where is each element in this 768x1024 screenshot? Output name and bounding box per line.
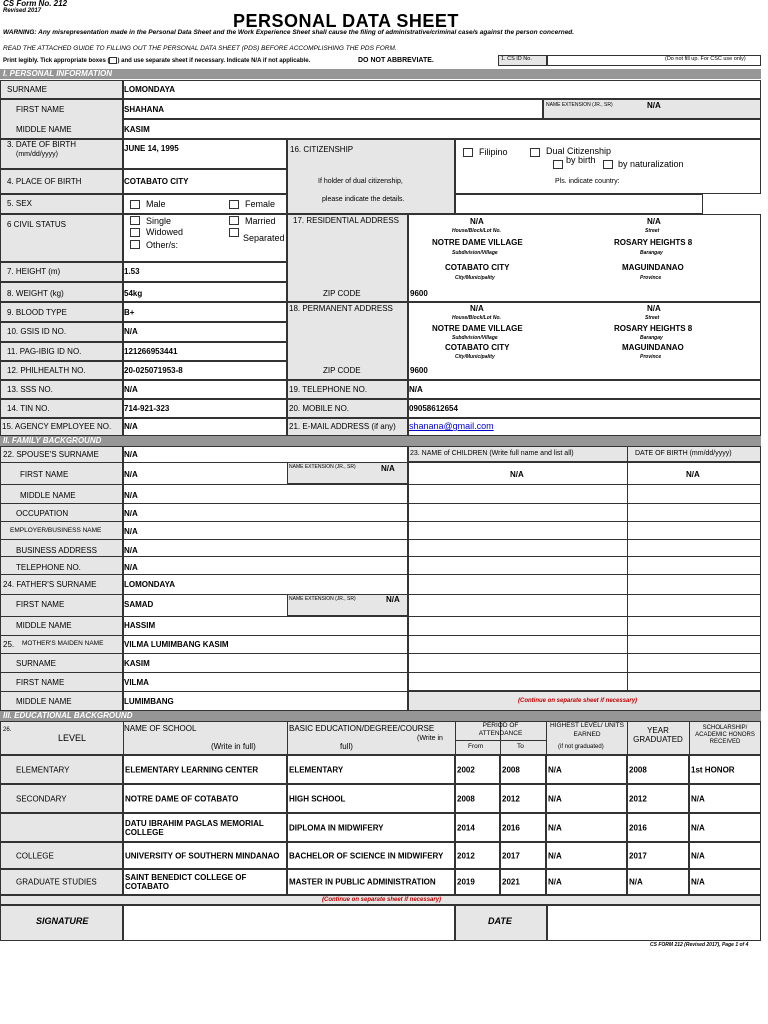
res-house-caption: House/Block/Lot No. xyxy=(452,228,501,234)
family-row-line xyxy=(0,616,761,617)
spouse-middle-name-label: MIDDLE NAME xyxy=(20,491,76,500)
father-first-name-value[interactable]: SAMAD xyxy=(124,600,154,609)
res-subdiv-caption: Subdivision/Village xyxy=(452,250,498,256)
education-cell-level xyxy=(0,784,123,813)
education-units-value: N/A xyxy=(548,765,562,774)
footer-page: CS FORM 212 (Revised 2017), Page 1 of 4 xyxy=(650,942,749,948)
mother-first-name-value[interactable]: VILMA xyxy=(124,678,149,687)
education-year-value: N/A xyxy=(629,877,643,887)
education-cell-honors[interactable] xyxy=(689,813,761,842)
education-cell-to[interactable] xyxy=(500,842,546,869)
education-header-col-line xyxy=(287,721,288,755)
education-from-value: 2008 xyxy=(457,794,475,803)
weight-label: 8. WEIGHT (kg) xyxy=(7,289,64,298)
education-to-value: 2016 xyxy=(502,823,520,832)
widowed-label: Widowed xyxy=(146,227,184,237)
education-cell-units[interactable] xyxy=(546,813,627,842)
perm-city-caption: City/Municipality xyxy=(455,354,495,360)
business-address-label: BUSINESS ADDRESS xyxy=(16,546,97,555)
warning-text: WARNING: Any misrepresentation made in the Personal Data Sheet and the Work Experience Sheet shall cause the filing of administrative/criminal case/s against the person concerned. xyxy=(3,29,575,36)
dual-note-2: please indicate the details. xyxy=(322,196,405,203)
family-row-line xyxy=(0,556,761,557)
by-birth-label: by birth xyxy=(566,155,596,165)
male-label: Male xyxy=(146,199,166,209)
family-row-line xyxy=(0,539,761,540)
tin-label: 14. TIN NO. xyxy=(7,404,50,413)
surname-label: SURNAME xyxy=(7,85,48,94)
email-value[interactable]: shanana@gmail.com xyxy=(409,421,494,431)
res-province-caption: Province xyxy=(640,275,662,281)
female-checkbox[interactable] xyxy=(229,200,239,209)
spouse-name-ext-value[interactable]: N/A xyxy=(381,464,395,473)
agency-employee-label: 15. AGENCY EMPLOYEE NO. xyxy=(2,422,112,431)
education-cell-year[interactable] xyxy=(627,813,689,842)
sss-value[interactable]: N/A xyxy=(124,385,138,394)
perm-house-caption: House/Block/Lot No. xyxy=(452,315,501,321)
education-cell-from[interactable] xyxy=(455,869,500,895)
school-header: NAME OF SCHOOL xyxy=(124,724,197,733)
married-checkbox[interactable] xyxy=(229,216,239,225)
csc-use-label: (Do not fill up. For CSC use only) xyxy=(665,56,746,62)
height-label: 7. HEIGHT (m) xyxy=(7,267,61,276)
spouse-surname-label: 22. SPOUSE'S SURNAME xyxy=(3,450,99,459)
perm-street-caption: Street xyxy=(645,315,660,321)
education-units-value: N/A xyxy=(548,877,562,887)
education-year-value: 2017 xyxy=(629,851,647,860)
widowed-checkbox[interactable] xyxy=(130,228,140,237)
education-cell-from[interactable] xyxy=(455,784,500,813)
married-label: Married xyxy=(245,216,276,226)
family-row-line xyxy=(0,503,761,504)
spouse-telephone-value[interactable]: N/A xyxy=(124,563,138,572)
education-units-value: N/A xyxy=(548,823,562,832)
education-cell-honors[interactable] xyxy=(689,755,761,784)
education-units-value: N/A xyxy=(548,851,562,860)
education-school-value: NOTRE DAME OF COTABATO xyxy=(125,794,239,803)
child-dob-label: DATE OF BIRTH (mm/dd/yyyy) xyxy=(635,450,732,457)
mobile-label: 20. MOBILE NO. xyxy=(289,404,350,413)
civil-status-label: 6 CIVIL STATUS xyxy=(7,220,66,229)
blood-type-label: 9. BLOOD TYPE xyxy=(7,308,67,317)
education-cell-honors[interactable] xyxy=(689,869,761,895)
weight-value[interactable]: 54kg xyxy=(124,289,143,298)
education-cell-to[interactable] xyxy=(500,813,546,842)
period-header: PERIOD OF ATTENDANCE xyxy=(478,722,523,737)
education-honors-value: N/A xyxy=(691,794,705,803)
family-row-line xyxy=(0,594,761,595)
education-cell-course[interactable] xyxy=(287,842,455,869)
mother-surname-label: SURNAME xyxy=(16,659,57,668)
filipino-checkbox[interactable] xyxy=(463,148,473,157)
perm-province-caption: Province xyxy=(640,354,662,360)
spouse-telephone-label: TELEPHONE NO. xyxy=(16,563,81,572)
father-surname-label: 24. FATHER'S SURNAME xyxy=(3,580,97,589)
edu-number: 26. xyxy=(3,727,12,733)
separated-label: Separated xyxy=(243,233,285,243)
family-row-line xyxy=(0,672,761,673)
level-header: LEVEL xyxy=(58,733,87,743)
spouse-name-ext-label: NAME EXTENSION (JR., SR) xyxy=(289,464,356,470)
tin-value[interactable]: 714-921-323 xyxy=(124,404,170,413)
res-street-caption: Street xyxy=(645,228,660,234)
section-educational-background: III. EDUCATIONAL BACKGROUND xyxy=(0,711,761,721)
agency-employee-value[interactable]: N/A xyxy=(124,422,138,431)
occupation-value[interactable]: N/A xyxy=(124,509,138,518)
period-split-line xyxy=(455,740,546,741)
mother-number: 25. xyxy=(3,640,15,649)
page-title: PERSONAL DATA SHEET xyxy=(233,11,459,31)
family-row-line xyxy=(0,653,761,654)
father-name-ext-label: NAME EXTENSION (JR., SR) xyxy=(289,596,356,602)
filipino-label: Filipino xyxy=(479,147,508,157)
sss-label: 13. SSS NO. xyxy=(7,385,53,394)
female-label: Female xyxy=(245,199,276,209)
mother-surname-value[interactable]: KASIM xyxy=(124,659,150,668)
mother-middle-name-label: MIDDLE NAME xyxy=(16,697,72,706)
education-cell-level xyxy=(0,869,123,895)
father-middle-name-label: MIDDLE NAME xyxy=(16,621,72,630)
dob-label: 3. DATE OF BIRTH xyxy=(7,140,77,149)
res-city-caption: City/Municipality xyxy=(455,275,495,281)
education-cell-level xyxy=(0,755,123,784)
education-cell-school[interactable] xyxy=(123,842,287,869)
education-from-value: 2014 xyxy=(457,823,475,832)
philhealth-label: 12. PHILHEALTH NO. xyxy=(7,366,86,375)
education-to-value: 2008 xyxy=(502,765,520,774)
philhealth-value[interactable]: 20-025071953-8 xyxy=(124,366,183,375)
res-street-value[interactable]: N/A xyxy=(647,217,661,226)
occupation-label: OCCUPATION xyxy=(16,509,69,518)
spouse-first-name-value[interactable]: N/A xyxy=(124,470,138,479)
print-instruction-a: Print legibly. Tick appropriate boxes ( xyxy=(3,58,110,65)
spouse-surname-value[interactable]: N/A xyxy=(124,450,138,459)
blood-type-value[interactable]: B+ xyxy=(124,308,135,317)
education-year-value: 2012 xyxy=(629,794,647,803)
father-name-ext-value[interactable]: N/A xyxy=(386,595,400,604)
education-course-value: DIPLOMA IN MIDWIFERY xyxy=(289,823,384,832)
dob-format: (mm/dd/yyyy) xyxy=(16,151,58,158)
education-cell-honors[interactable] xyxy=(689,784,761,813)
spouse-middle-name-value[interactable]: N/A xyxy=(124,491,138,500)
father-middle-name-value[interactable]: HASSIM xyxy=(124,621,156,630)
education-course-value: MASTER IN PUBLIC ADMINISTRATION xyxy=(289,877,436,887)
others-checkbox[interactable] xyxy=(130,240,140,249)
gsis-value[interactable]: N/A xyxy=(124,327,138,336)
education-to-value: 2012 xyxy=(502,794,520,803)
business-address-value[interactable]: N/A xyxy=(124,546,138,555)
education-honors-value: N/A xyxy=(691,823,705,832)
by-naturalization-checkbox[interactable] xyxy=(603,160,613,169)
education-to-value: 2021 xyxy=(502,877,520,887)
first-name-label: FIRST NAME xyxy=(16,105,65,114)
family-row-line xyxy=(0,462,761,463)
education-course-value: BACHELOR OF SCIENCE IN MIDWIFERY xyxy=(289,851,444,860)
signature-label: SIGNATURE xyxy=(36,916,89,926)
family-row-line xyxy=(0,691,761,692)
res-house-value[interactable]: N/A xyxy=(470,217,484,226)
perm-street-value[interactable]: N/A xyxy=(647,304,661,313)
education-school-value: UNIVERSITY OF SOUTHERN MINDANAO xyxy=(125,851,280,860)
mobile-value[interactable]: 09058612654 xyxy=(409,404,458,413)
family-row-line xyxy=(0,635,761,636)
education-to-value: 2017 xyxy=(502,851,520,860)
to-header: To xyxy=(517,743,524,750)
perm-barangay-value[interactable]: ROSARY HEIGHTS 8 xyxy=(614,324,693,333)
education-year-value: 2016 xyxy=(629,823,647,832)
education-units-value: N/A xyxy=(548,794,562,803)
school-header-sub: (Write in full) xyxy=(211,742,256,751)
education-cell-to[interactable] xyxy=(500,755,546,784)
education-cell-year[interactable] xyxy=(627,842,689,869)
education-cell-to[interactable] xyxy=(500,869,546,895)
education-cell-from[interactable] xyxy=(455,755,500,784)
form-number: CS Form No. 212 xyxy=(3,0,68,8)
citizenship-label: 16. CITIZENSHIP xyxy=(290,145,354,154)
child-dob-value[interactable]: N/A xyxy=(686,470,700,479)
dual-citizenship-checkbox[interactable] xyxy=(530,148,540,157)
date-label: DATE xyxy=(488,916,512,926)
do-not-abbreviate: DO NOT ABBREVIATE. xyxy=(358,57,434,64)
education-cell-from[interactable] xyxy=(455,813,500,842)
education-honors-value: 1st HONOR xyxy=(691,765,735,774)
telephone-label: 19. TELEPHONE NO. xyxy=(289,385,368,394)
perm-province-value[interactable]: MAGUINDANAO xyxy=(622,343,684,352)
dual-citizenship-label: Dual Citizenship xyxy=(546,146,612,156)
dual-note-1: If holder of dual citizenship, xyxy=(318,178,403,185)
father-first-name-label: FIRST NAME xyxy=(16,600,65,609)
education-cell-course[interactable] xyxy=(287,869,455,895)
mother-first-name-label: FIRST NAME xyxy=(16,678,65,687)
single-label: Single xyxy=(146,216,172,226)
education-cell-units[interactable] xyxy=(546,755,627,784)
course-header: BASIC EDUCATION/DEGREE/COURSE xyxy=(289,724,435,733)
education-cell-course[interactable] xyxy=(287,784,455,813)
res-subdiv-value[interactable]: NOTRE DAME VILLAGE xyxy=(432,238,523,247)
education-continue-note: (Continue on separate sheet if necessary) xyxy=(322,897,442,903)
education-cell-year[interactable] xyxy=(627,869,689,895)
father-surname-value[interactable]: LOMONDAYA xyxy=(124,580,175,589)
male-checkbox[interactable] xyxy=(130,200,140,209)
section-family-background: II. FAMILY BACKGROUND xyxy=(0,436,761,446)
signature-field[interactable] xyxy=(123,905,455,941)
perm-zip-value[interactable]: 9600 xyxy=(410,366,428,375)
education-header-col-line xyxy=(627,721,628,755)
indicate-country-label: Pls. indicate country: xyxy=(555,178,620,185)
education-course-value: HIGH SCHOOL xyxy=(289,794,346,803)
education-school-value: DATU IBRAHIM PAGLAS MEMORIAL COLLEGE xyxy=(125,818,264,837)
pagibig-value[interactable]: 121266953441 xyxy=(124,347,178,356)
employer-label: EMPLOYER/BUSINESS NAME xyxy=(10,527,102,534)
education-level-value: GRADUATE STUDIES xyxy=(16,877,97,887)
first-name-value[interactable]: SHAHANA xyxy=(124,105,164,114)
cs-id-label: 1. CS ID No. xyxy=(501,56,532,62)
employer-value[interactable]: N/A xyxy=(124,527,138,536)
education-cell-school[interactable] xyxy=(123,755,287,784)
education-school-value: SAINT BENEDICT COLLEGE OF COTABATO xyxy=(125,873,247,891)
perm-subdiv-value[interactable]: NOTRE DAME VILLAGE xyxy=(432,324,523,333)
education-cell-course[interactable] xyxy=(287,813,455,842)
mother-middle-name-value[interactable]: LUMIMBANG xyxy=(124,697,174,706)
others-label: Other/s: xyxy=(146,240,179,250)
year-graduated-header: YEAR GRADUATED xyxy=(633,726,683,744)
child-name-value[interactable]: N/A xyxy=(510,470,524,479)
single-checkbox[interactable] xyxy=(130,216,140,225)
name-extension-label: NAME EXTENSION (JR., SR) xyxy=(546,102,613,108)
education-honors-value: N/A xyxy=(691,851,705,860)
mother-maiden-label: MOTHER'S MAIDEN NAME xyxy=(22,640,104,647)
honors-header: SCHOLARSHIP/ ACADEMIC HONORS RECEIVED xyxy=(695,725,755,745)
from-header: From xyxy=(468,743,484,750)
perm-zip-label: ZIP CODE xyxy=(323,366,361,375)
education-from-value: 2019 xyxy=(457,877,475,887)
perm-subdiv-caption: Subdivision/Village xyxy=(452,335,498,341)
education-cell-school[interactable] xyxy=(123,784,287,813)
dob-value[interactable]: JUNE 14, 1995 xyxy=(124,144,179,153)
separated-checkbox[interactable] xyxy=(229,228,239,237)
guide-text: READ THE ATTACHED GUIDE TO FILLING OUT THE PERSONAL DATA SHEET (PDS) BEFORE ACCOMPLISHING THE PDS FORM. xyxy=(3,45,397,52)
telephone-value[interactable]: N/A xyxy=(409,385,423,394)
education-cell-from[interactable] xyxy=(455,842,500,869)
residential-address-label: 17. RESIDENTIAL ADDRESS xyxy=(293,216,399,225)
section-personal-information: I. PERSONAL INFORMATION xyxy=(0,69,761,79)
print-instruction-b: ) and use separate sheet if necessary. Indicate N/A if not applicable. xyxy=(117,58,311,65)
education-cell-level xyxy=(0,813,123,842)
surname-value[interactable]: LOMONDAYA xyxy=(124,85,175,94)
spouse-first-name-label: FIRST NAME xyxy=(20,470,69,479)
height-value[interactable]: 1.53 xyxy=(124,267,140,276)
education-course-value: ELEMENTARY xyxy=(289,765,344,774)
sex-label: 5. SEX xyxy=(7,199,32,208)
family-row-line xyxy=(0,574,761,575)
course-header-sub-1: (Write in xyxy=(417,735,443,742)
res-barangay-caption: Barangay xyxy=(640,250,663,256)
education-cell-level xyxy=(0,842,123,869)
email-label: 21. E-MAIL ADDRESS (if any) xyxy=(289,422,396,431)
permanent-address-label: 18. PERMANENT ADDRESS xyxy=(289,304,393,313)
education-cell-school[interactable] xyxy=(123,813,287,842)
education-level-value: COLLEGE xyxy=(16,851,54,860)
education-cell-course[interactable] xyxy=(287,755,455,784)
education-cell-school[interactable] xyxy=(123,869,287,895)
by-birth-checkbox[interactable] xyxy=(553,160,563,169)
family-continue-note: (Continue on separate sheet if necessary) xyxy=(518,698,638,704)
education-cell-year[interactable] xyxy=(627,784,689,813)
family-row-line xyxy=(0,484,761,485)
children-label: 23. NAME of CHILDREN (Write full name and list all) xyxy=(410,450,574,457)
education-year-value: 2008 xyxy=(629,765,647,774)
res-zip-value[interactable]: 9600 xyxy=(410,289,428,298)
education-from-value: 2012 xyxy=(457,851,475,860)
education-cell-units[interactable] xyxy=(546,869,627,895)
print-instruction xyxy=(3,57,310,64)
education-cell-to[interactable] xyxy=(500,784,546,813)
not-graduated-note: (if not graduated) xyxy=(558,744,604,750)
res-city-value[interactable]: COTABATO CITY xyxy=(445,263,510,272)
course-header-sub-2: full) xyxy=(340,742,353,751)
date-field[interactable] xyxy=(547,905,761,941)
education-school-value: ELEMENTARY LEARNING CENTER xyxy=(125,765,259,774)
res-zip-label: ZIP CODE xyxy=(323,289,361,298)
revised-label: Revised 2017 xyxy=(3,8,42,14)
highest-level-header: HIGHEST LEVEL/ UNITS EARNED xyxy=(550,722,624,738)
res-barangay-value[interactable]: ROSARY HEIGHTS 8 xyxy=(614,238,693,247)
perm-barangay-caption: Barangay xyxy=(640,335,663,341)
res-province-value[interactable]: MAGUINDANAO xyxy=(622,263,684,272)
education-level-value: SECONDARY xyxy=(16,794,67,803)
education-cell-units[interactable] xyxy=(546,784,627,813)
perm-city-value[interactable]: COTABATO CITY xyxy=(445,343,510,352)
education-cell-units[interactable] xyxy=(546,842,627,869)
name-extension-value[interactable]: N/A xyxy=(647,101,661,110)
children-column-line xyxy=(627,446,628,691)
education-honors-value: N/A xyxy=(691,877,705,887)
pob-label: 4. PLACE OF BIRTH xyxy=(7,177,82,186)
family-row-line xyxy=(0,521,761,522)
education-header-col-line xyxy=(455,721,456,755)
pob-value[interactable]: COTABATO CITY xyxy=(124,177,189,186)
gsis-label: 10. GSIS ID NO. xyxy=(7,327,67,336)
education-level-value: ELEMENTARY xyxy=(16,765,70,774)
education-from-value: 2002 xyxy=(457,765,475,774)
by-naturalization-label: by naturalization xyxy=(618,159,684,169)
mother-maiden-value[interactable]: VILMA LUMIMBANG KASIM xyxy=(124,640,229,649)
education-cell-year[interactable] xyxy=(627,755,689,784)
pagibig-label: 11. PAG-IBIG ID NO. xyxy=(7,347,82,356)
middle-name-value[interactable]: KASIM xyxy=(124,125,150,134)
middle-name-label: MIDDLE NAME xyxy=(16,125,72,134)
perm-house-value[interactable]: N/A xyxy=(470,304,484,313)
education-cell-honors[interactable] xyxy=(689,842,761,869)
